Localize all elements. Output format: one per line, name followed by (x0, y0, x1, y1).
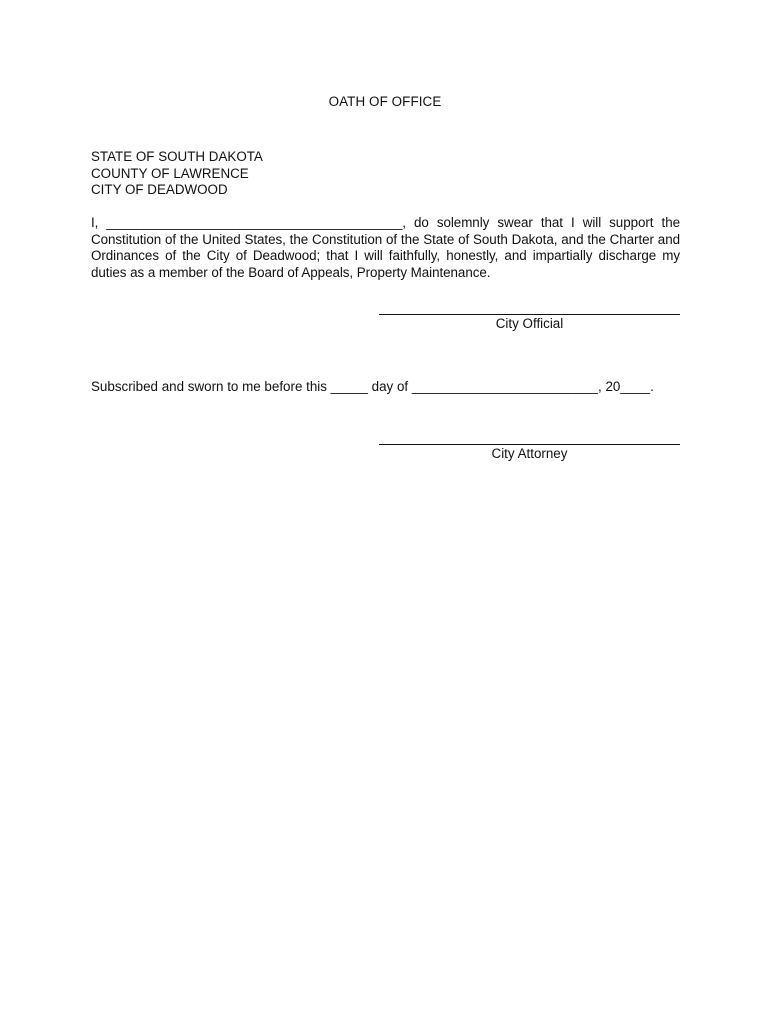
sworn-statement: Subscribed and sworn to me before this _____ day of _________________________, 20____. (91, 379, 654, 394)
official-signature-label: City Official (495, 316, 564, 331)
document-title: OATH OF OFFICE (328, 94, 442, 109)
oath-paragraph (91, 215, 680, 281)
official-signature-block (379, 301, 680, 332)
attorney-signature-block (379, 431, 680, 462)
attorney-signature-line (379, 431, 680, 445)
oath-text: I, ________________________________________, do solemnly swear that I will support the Constitution of the United States, the Constitution of the State of South Dakota, and the Charter and Ordinances of the City of Deadwood; that I will faithfully, honestly, and impartially discharge my duties as a member of the Board of Appeals, Property Maintenance. (91, 215, 680, 280)
venue-block (91, 149, 263, 199)
venue-state: STATE OF SOUTH DAKOTA (91, 149, 263, 164)
official-signature-line (379, 301, 680, 315)
venue-city: CITY OF DEADWOOD (91, 182, 228, 197)
venue-county: COUNTY OF LAWRENCE (91, 165, 249, 181)
attorney-signature-label: City Attorney (491, 446, 568, 461)
